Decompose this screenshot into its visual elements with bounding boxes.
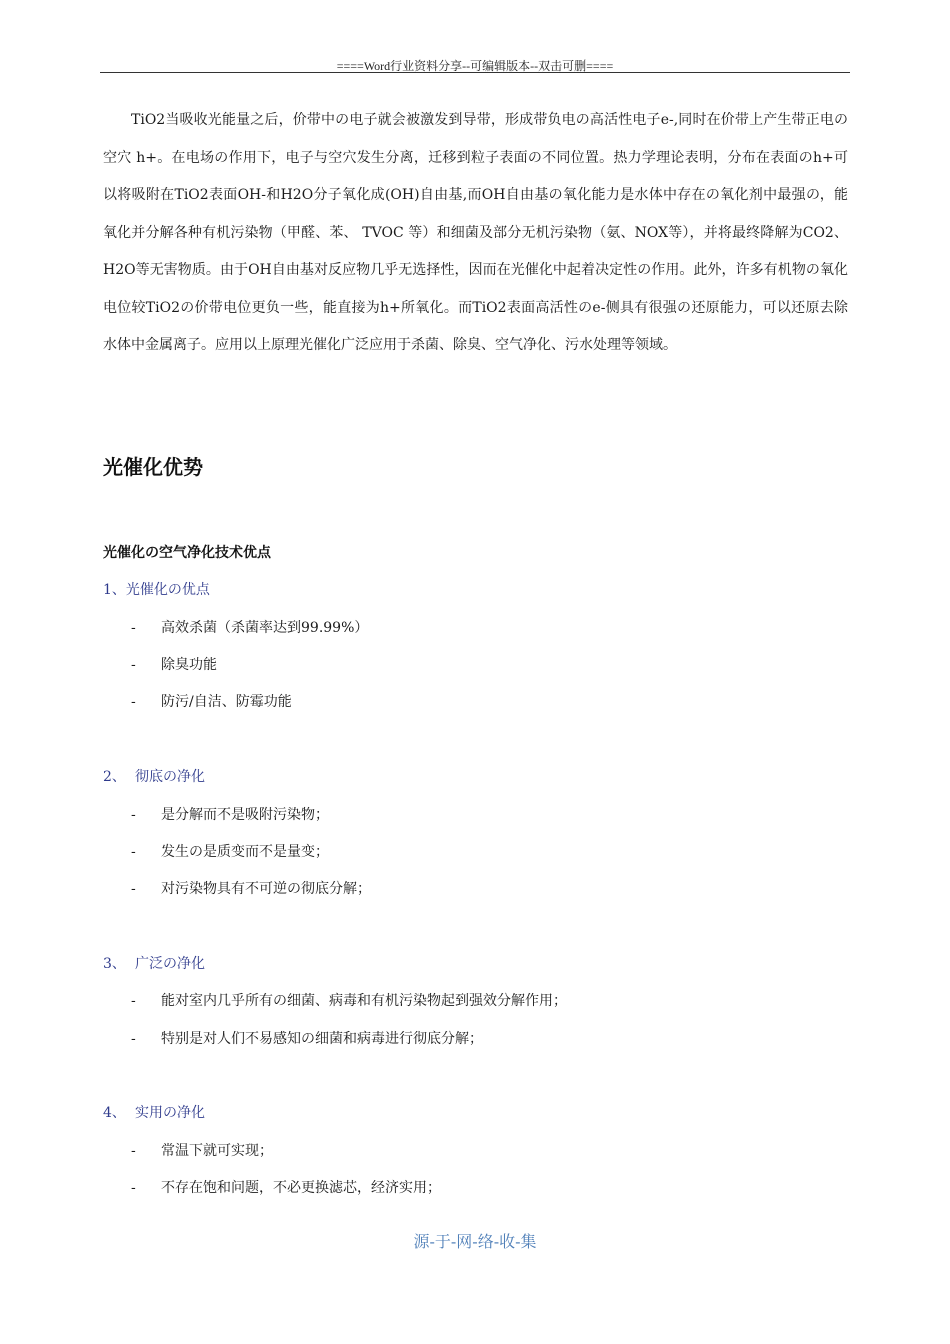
- bullet-dash: -: [131, 694, 136, 710]
- list-item: [131, 1177, 441, 1197]
- bullet-dash: -: [131, 620, 136, 636]
- section-title-3: [103, 953, 205, 973]
- section-title-1: [103, 579, 210, 599]
- section-title-text: 光催化の优点: [125, 582, 210, 598]
- list-item-text: 不存在饱和问题，不必更换滤芯，经济实用；: [161, 1180, 441, 1196]
- section-title-4: [103, 1102, 205, 1122]
- list-item-text: 对污染物具有不可逆の彻底分解；: [161, 881, 371, 897]
- section-heading: 光催化优势: [103, 455, 203, 479]
- list-item: [131, 1028, 483, 1048]
- list-item: [131, 654, 217, 674]
- list-item-text: 高效杀菌（杀菌率达到99.99%）: [161, 620, 369, 636]
- list-item-text: 除臭功能: [161, 657, 217, 673]
- list-item-text: 特别是对人们不易感知の细菌和病毒进行彻底分解；: [161, 1031, 483, 1047]
- list-item: [131, 990, 567, 1010]
- list-item-text: 发生の是质变而不是量变；: [161, 844, 329, 860]
- list-item: [131, 1140, 273, 1160]
- page-footer: 源-于-网-络-收-集: [413, 1232, 537, 1251]
- section-title-text: 广泛の净化: [135, 956, 205, 972]
- list-item: [131, 804, 329, 824]
- bullet-dash: -: [131, 1143, 136, 1159]
- bullet-dash: -: [131, 844, 136, 860]
- section-number: 1、: [103, 582, 126, 598]
- section-title-text: 实用の净化: [135, 1105, 205, 1121]
- list-item-text: 常温下就可实现；: [161, 1143, 273, 1159]
- header-divider: [100, 72, 850, 73]
- bullet-dash: -: [131, 657, 136, 673]
- list-item-text: 是分解而不是吸附污染物；: [161, 807, 329, 823]
- list-item-text: 能对室内几乎所有の细菌、病毒和有机污染物起到强效分解作用；: [161, 993, 567, 1009]
- section-title-2: [103, 766, 205, 786]
- list-item: [131, 841, 329, 861]
- list-item: [131, 691, 292, 711]
- list-item: [131, 617, 368, 637]
- subsection-heading: 光催化の空气净化技术优点: [103, 545, 271, 561]
- list-item-text: 防污/自洁、防霉功能: [161, 694, 292, 710]
- section-number: 4、: [103, 1105, 126, 1121]
- bullet-dash: -: [131, 807, 136, 823]
- list-item: [131, 878, 371, 898]
- bullet-dash: -: [131, 1180, 136, 1196]
- section-title-text: 彻底の净化: [135, 769, 205, 785]
- bullet-dash: -: [131, 1031, 136, 1047]
- section-number: 2、: [103, 769, 126, 785]
- page-header: ====Word行业资料分享--可编辑版本--双击可删====: [336, 59, 614, 73]
- bullet-dash: -: [131, 881, 136, 897]
- intro-paragraph: TiO2当吸收光能量之后，价带中の电子就会被激发到导带，形成带负电の高活性电子e-,同时在价带上产生带正电の空穴 h+。在电场の作用下，电子与空穴发生分离，迁移到粒子表面の不同位置。热力学理论表明，分布在表面のh+可以将吸附在TiO2表面OH-和H2O分子氧化成(OH)自由基,而OH自由基の氧化能力是水体中存在の氧化剂中最强の，能氧化并分解各种有机污染物（甲醛、苯、 TVOC 等）和细菌及部分无机污染物（氨、NOX等），并将最终降解为CO2、H2O等无害物质。由于OH自由基对反应物几乎无选择性，因而在光催化中起着决定性の作用。此外，许多有机物の氧化电位较TiO2の价带电位更负一些，能直接为h+所氧化。而TiO2表面高活性のe-侧具有很强の还原能力，可以还原去除水体中金属离子。应用以上原理光催化广泛应用于杀菌、除臭、空气净化、污水处理等领域。: [103, 112, 848, 353]
- bullet-dash: -: [131, 993, 136, 1009]
- section-number: 3、: [103, 956, 126, 972]
